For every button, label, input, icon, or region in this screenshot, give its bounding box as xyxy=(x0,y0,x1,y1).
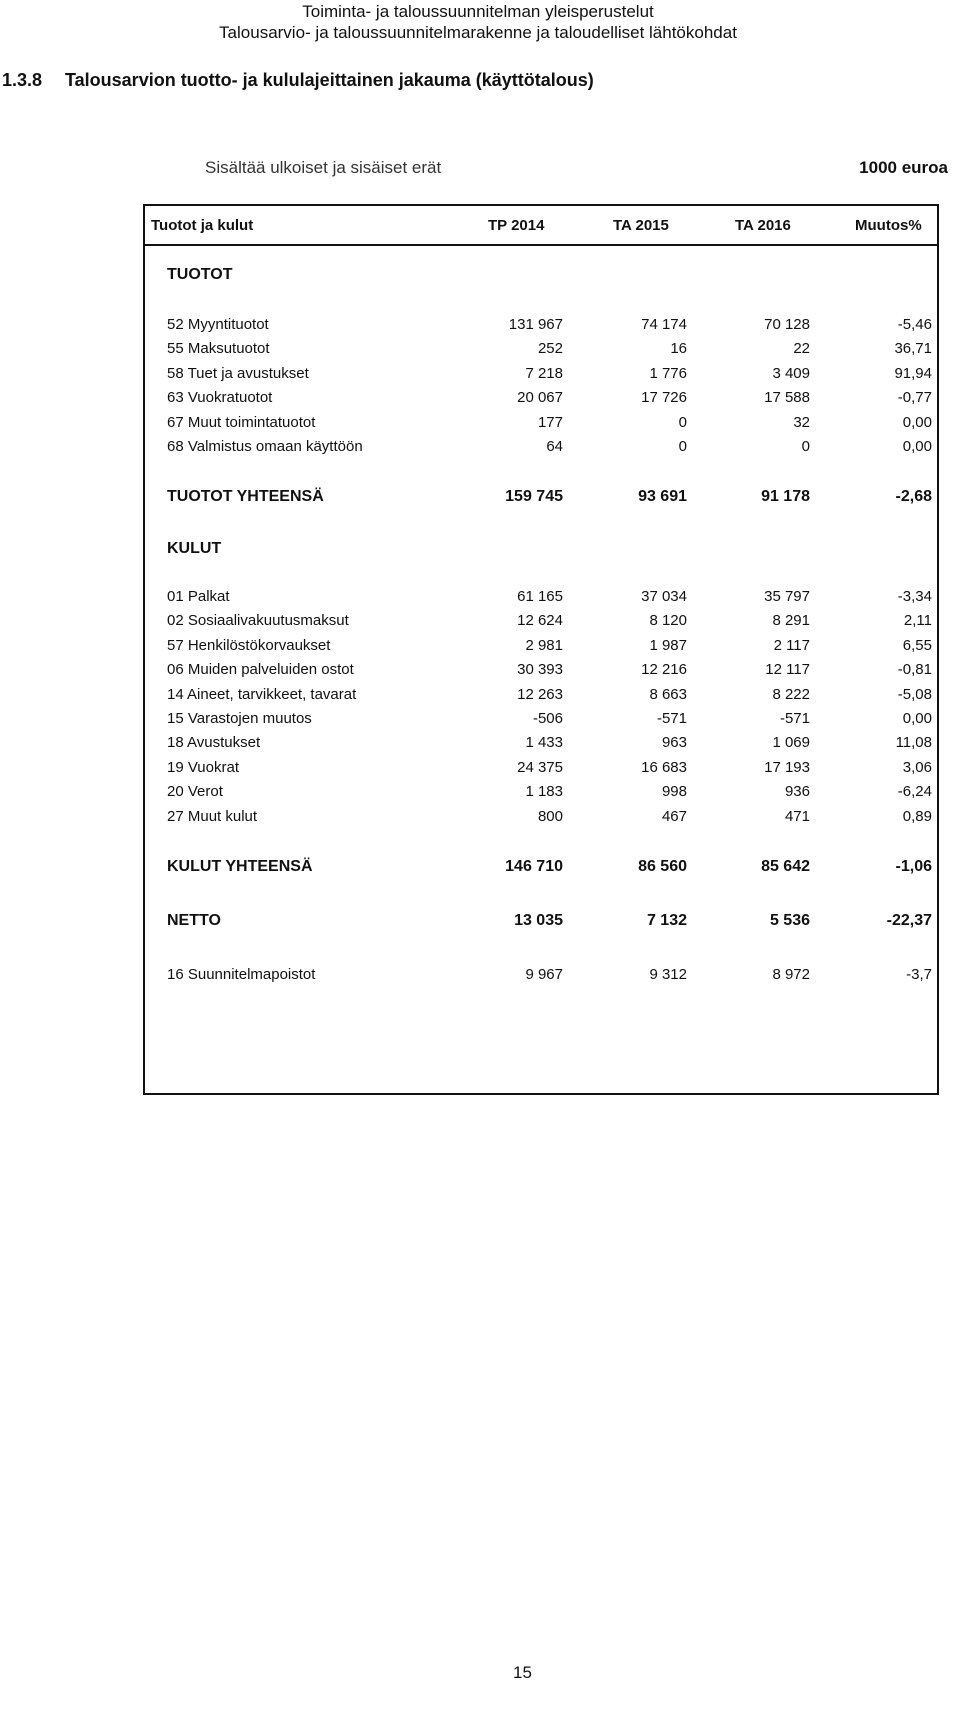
expense-row xyxy=(145,759,937,781)
ta2016-value: -571 xyxy=(779,710,810,727)
ta2016-value: 8 222 xyxy=(772,685,810,703)
tp2014-value: 7 218 xyxy=(525,364,563,382)
income-row xyxy=(145,316,937,338)
ta2016-value: 17 193 xyxy=(764,758,810,776)
change-value: 2,11 xyxy=(903,612,932,630)
expense-section-heading: KULUT xyxy=(167,540,222,557)
row-label: 20 Verot xyxy=(167,783,223,801)
ta2016-value: 32 xyxy=(793,413,810,431)
row-label: KULUT YHTEENSÄ xyxy=(167,858,313,875)
change-value: 0,89 xyxy=(902,807,932,825)
column-header-ta2015: TA 2015 xyxy=(613,217,669,234)
change-value: -3,34 xyxy=(897,588,932,605)
tp2014-value: 30 393 xyxy=(517,661,563,679)
change-value: -22,37 xyxy=(886,912,932,929)
ta2016-value: 0 xyxy=(801,438,810,455)
row-label: 55 Maksutuotot xyxy=(167,340,270,358)
row-label: 52 Myyntituotot xyxy=(167,316,269,333)
section-title-text: Talousarvion tuotto- ja kululajeittainen jakauma (käyttötalous) xyxy=(65,70,594,90)
ta2016-value: 936 xyxy=(784,783,810,801)
document-header-line1: Toiminta- ja taloussuunnitelman yleisperustelut xyxy=(302,2,654,21)
tp2014-value: 2 981 xyxy=(525,636,563,654)
change-value: 91,94 xyxy=(894,364,932,382)
tp2014-value: 146 710 xyxy=(505,858,563,875)
change-value: 11,08 xyxy=(895,734,932,752)
income-row xyxy=(145,414,937,436)
row-label: 15 Varastojen muutos xyxy=(167,710,312,727)
expense-row xyxy=(145,588,937,610)
column-header-ta2016: TA 2016 xyxy=(735,217,791,234)
change-value: 6,55 xyxy=(902,636,932,654)
table-header-row xyxy=(145,206,937,246)
ta2016-value: 8 972 xyxy=(772,966,810,983)
change-value: -1,06 xyxy=(895,858,932,875)
row-label: 68 Valmistus omaan käyttöön xyxy=(167,438,363,455)
column-header-change: Muutos% xyxy=(855,217,922,234)
column-header-tp2014: TP 2014 xyxy=(488,217,545,234)
ta2015-value: 467 xyxy=(661,807,687,825)
ta2015-value: 16 xyxy=(670,340,687,358)
income-section-heading: TUOTOT xyxy=(167,266,233,283)
tp2014-value: 1 183 xyxy=(525,783,563,801)
ta2015-value: 37 034 xyxy=(641,588,687,605)
ta2016-value: 70 128 xyxy=(764,316,810,333)
ta2015-value: 74 174 xyxy=(641,316,687,333)
expense-row xyxy=(145,710,937,732)
tp2014-value: -506 xyxy=(532,710,563,727)
expense-total-row xyxy=(145,858,937,880)
change-value: -5,46 xyxy=(897,316,932,333)
tp2014-value: 159 745 xyxy=(505,488,563,505)
expense-row xyxy=(145,783,937,805)
ta2015-value: 17 726 xyxy=(641,389,687,407)
section-title xyxy=(0,70,594,91)
row-label: 57 Henkilöstökorvaukset xyxy=(167,636,331,654)
ta2015-value: 12 216 xyxy=(641,661,687,679)
expense-row xyxy=(145,734,937,756)
expense-row xyxy=(145,612,937,634)
row-label: TUOTOT YHTEENSÄ xyxy=(167,488,324,505)
change-value: -3,7 xyxy=(906,966,932,983)
change-value: -5,08 xyxy=(897,685,932,703)
ta2015-value: -571 xyxy=(656,710,687,727)
ta2016-value: 3 409 xyxy=(772,364,810,382)
change-value: 0,00 xyxy=(902,438,932,455)
change-value: -2,68 xyxy=(895,488,932,505)
change-value: 3,06 xyxy=(902,758,932,776)
expense-row xyxy=(145,686,937,708)
ta2016-value: 91 178 xyxy=(761,488,810,505)
ta2015-value: 8 663 xyxy=(649,685,687,703)
row-label: 06 Muiden palveluiden ostot xyxy=(167,661,354,679)
ta2015-value: 0 xyxy=(678,438,687,455)
row-label: 02 Sosiaalivakuutusmaksut xyxy=(167,612,349,630)
row-label: 58 Tuet ja avustukset xyxy=(167,364,309,382)
ta2016-value: 17 588 xyxy=(764,389,810,407)
tp2014-value: 61 165 xyxy=(517,588,563,605)
change-value: 36,71 xyxy=(894,340,932,358)
ta2015-value: 1 776 xyxy=(649,364,687,382)
ta2016-value: 2 117 xyxy=(773,636,810,654)
row-label: NETTO xyxy=(167,912,221,929)
tp2014-value: 131 967 xyxy=(508,316,563,333)
tp2014-value: 20 067 xyxy=(517,389,563,407)
column-header-item: Tuotot ja kulut xyxy=(151,217,254,234)
document-header-line2: Talousarvio- ja taloussuunnitelmarakenne ja taloudelliset lähtökohdat xyxy=(219,23,737,42)
change-value: -6,24 xyxy=(897,783,932,801)
ta2015-value: 16 683 xyxy=(641,758,687,776)
change-value: 0,00 xyxy=(902,710,932,727)
row-label: 18 Avustukset xyxy=(167,734,261,752)
expense-row xyxy=(145,661,937,683)
ta2015-value: 963 xyxy=(661,734,687,752)
income-row xyxy=(145,340,937,362)
page-number: 15 xyxy=(513,1663,532,1682)
row-label: 27 Muut kulut xyxy=(167,807,258,825)
change-value: -0,77 xyxy=(897,389,932,407)
tp2014-value: 12 624 xyxy=(517,612,563,630)
tp2014-value: 12 263 xyxy=(517,685,563,703)
change-value: 0,00 xyxy=(902,413,932,431)
tp2014-value: 252 xyxy=(537,340,563,358)
unit-label: 1000 euroa xyxy=(859,158,948,177)
ta2015-value: 8 120 xyxy=(649,612,687,630)
ta2016-value: 22 xyxy=(793,340,810,358)
ta2016-value: 8 291 xyxy=(772,612,810,630)
ta2016-value: 35 797 xyxy=(764,588,810,605)
budget-table xyxy=(143,204,939,1095)
row-label: 63 Vuokratuotot xyxy=(167,389,273,407)
expense-row xyxy=(145,808,937,830)
ta2015-value: 9 312 xyxy=(649,966,687,983)
tp2014-value: 800 xyxy=(537,807,563,825)
ta2016-value: 5 536 xyxy=(769,912,810,929)
tp2014-value: 1 433 xyxy=(525,734,563,752)
row-label: 14 Aineet, tarvikkeet, tavarat xyxy=(167,685,357,703)
expense-row xyxy=(145,637,937,659)
ta2015-value: 1 987 xyxy=(649,636,687,654)
ta2016-value: 12 117 xyxy=(765,661,810,679)
net-row xyxy=(145,912,937,934)
ta2016-value: 85 642 xyxy=(761,858,810,875)
depreciation-row xyxy=(145,966,937,988)
row-label: 16 Suunnitelmapoistot xyxy=(167,966,316,983)
section-number: 1.3.8 xyxy=(2,70,43,90)
tp2014-value: 24 375 xyxy=(517,758,563,776)
row-label: 19 Vuokrat xyxy=(167,758,239,776)
row-label: 01 Palkat xyxy=(167,588,230,605)
ta2016-value: 1 069 xyxy=(772,734,810,752)
income-total-row xyxy=(145,488,937,510)
ta2015-value: 0 xyxy=(678,413,687,431)
tp2014-value: 9 967 xyxy=(525,966,563,983)
change-value: -0,81 xyxy=(897,661,932,679)
tp2014-value: 64 xyxy=(546,438,563,455)
ta2015-value: 93 691 xyxy=(638,488,687,505)
income-row xyxy=(145,365,937,387)
row-label: 67 Muut toimintatuotot xyxy=(167,413,316,431)
income-row xyxy=(145,389,937,411)
income-row xyxy=(145,438,937,460)
ta2015-value: 998 xyxy=(661,783,687,801)
tp2014-value: 177 xyxy=(537,413,563,431)
table-subtitle: Sisältää ulkoiset ja sisäiset erät xyxy=(205,158,442,177)
ta2015-value: 86 560 xyxy=(638,858,687,875)
ta2015-value: 7 132 xyxy=(646,912,687,929)
tp2014-value: 13 035 xyxy=(514,912,563,929)
ta2016-value: 471 xyxy=(784,807,810,825)
